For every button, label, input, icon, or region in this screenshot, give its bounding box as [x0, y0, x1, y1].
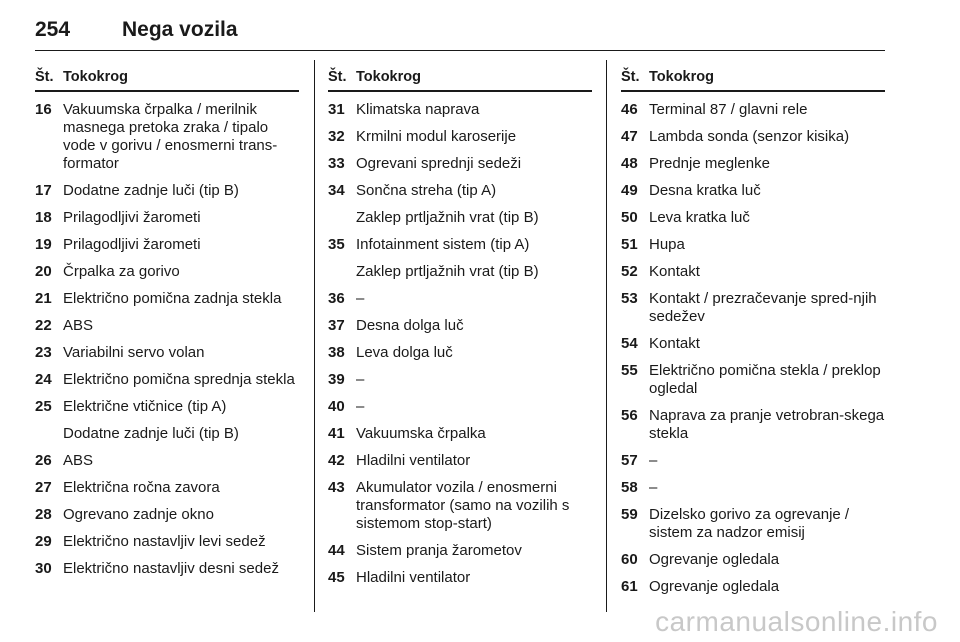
fuse-number: 35 — [328, 236, 345, 253]
circuit-name: Hladilni ventilator — [356, 569, 471, 586]
circuit-name: – — [356, 398, 365, 415]
header-circuit: Tokokrog — [649, 69, 714, 85]
circuit-name: Električna ročna zavora — [63, 479, 220, 496]
fuse-list — [35, 101, 299, 578]
header-circuit: Tokokrog — [63, 69, 128, 85]
table-row — [35, 317, 299, 335]
circuit-name-alt: Zaklep prtljažnih vrat (tip B) — [356, 263, 539, 280]
fuse-table-column-3 — [621, 66, 885, 605]
table-row — [328, 569, 592, 587]
fuse-number: 43 — [328, 479, 345, 496]
fuse-number: 27 — [35, 479, 52, 496]
circuit-name: – — [356, 290, 365, 307]
table-row — [35, 344, 299, 362]
table-row — [328, 101, 592, 119]
table-row — [328, 479, 592, 533]
circuit-name: – — [356, 371, 365, 388]
page-number: 254 — [35, 18, 71, 41]
table-row — [35, 371, 299, 389]
circuit-name: Desna kratka luč — [649, 182, 761, 199]
circuit-name: Terminal 87 / glavni rele — [649, 101, 808, 118]
table-row — [621, 452, 885, 470]
circuit-name: Ogrevanje ogledala — [649, 551, 780, 568]
fuse-number: 41 — [328, 425, 345, 442]
table-row — [621, 182, 885, 200]
fuse-number: 47 — [621, 128, 638, 145]
table-row — [328, 542, 592, 560]
fuse-number: 44 — [328, 542, 345, 559]
table-row — [35, 290, 299, 308]
fuse-list — [328, 101, 592, 587]
table-row — [35, 533, 299, 551]
circuit-name: – — [649, 452, 658, 469]
circuit-name: Prilagodljivi žarometi — [63, 209, 201, 226]
circuit-name: Krmilni modul karoserije — [356, 128, 517, 145]
watermark: carmanualsonline.info — [655, 606, 938, 637]
fuse-number: 22 — [35, 317, 52, 334]
fuse-number: 17 — [35, 182, 52, 199]
circuit-name: Dizelsko gorivo za ogrevanje / sistem za nadzor emisij — [649, 506, 850, 541]
table-row — [621, 209, 885, 227]
fuse-number: 54 — [621, 335, 638, 352]
circuit-name: Ogrevani sprednji sedeži — [356, 155, 522, 172]
table-row — [328, 398, 592, 416]
circuit-name: Lambda sonda (senzor kisika) — [649, 128, 850, 145]
circuit-name: Klimatska naprava — [356, 101, 480, 118]
circuit-name: Kontakt — [649, 263, 700, 280]
circuit-name: – — [649, 479, 658, 496]
header-number: Št. — [328, 69, 347, 85]
column-header — [35, 66, 299, 92]
table-row — [35, 101, 299, 173]
fuse-number: 48 — [621, 155, 638, 172]
fuse-number: 26 — [35, 452, 52, 469]
table-row — [328, 452, 592, 470]
table-row — [621, 479, 885, 497]
fuse-list — [621, 101, 885, 596]
table-row — [35, 479, 299, 497]
circuit-name: Prilagodljivi žarometi — [63, 236, 201, 253]
fuse-number: 30 — [35, 560, 52, 577]
circuit-name: Hladilni ventilator — [356, 452, 471, 469]
circuit-name: Vakuumska črpalka / merilnik masnega pretoka zraka / tipalo vode v gorivu / enosmerni trans-formator — [63, 101, 278, 172]
fuse-number: 21 — [35, 290, 52, 307]
circuit-name: Kontakt — [649, 335, 700, 352]
fuse-number: 31 — [328, 101, 345, 118]
circuit-name: Črpalka za gorivo — [63, 263, 180, 280]
table-row — [35, 506, 299, 524]
fuse-number: 32 — [328, 128, 345, 145]
fuse-table-column-2 — [328, 66, 592, 596]
fuse-number: 61 — [621, 578, 638, 595]
circuit-name-alt: Zaklep prtljažnih vrat (tip B) — [356, 209, 539, 226]
circuit-name: Električne vtičnice (tip A) — [63, 398, 227, 415]
fuse-number: 37 — [328, 317, 345, 334]
fuse-number: 50 — [621, 209, 638, 226]
circuit-name: Električno pomična sprednja stekla — [63, 371, 295, 388]
table-row — [35, 560, 299, 578]
fuse-number: 51 — [621, 236, 638, 253]
table-row — [621, 335, 885, 353]
table-row — [621, 578, 885, 596]
table-row — [328, 128, 592, 146]
fuse-number: 24 — [35, 371, 52, 388]
circuit-name: Naprava za pranje vetrobran-skega stekla — [649, 407, 885, 442]
circuit-name: Leva kratka luč — [649, 209, 750, 226]
table-row — [35, 398, 299, 443]
fuse-number: 58 — [621, 479, 638, 496]
table-row — [621, 407, 885, 443]
fuse-number: 16 — [35, 101, 52, 118]
circuit-name: Sistem pranja žarometov — [356, 542, 522, 559]
fuse-number: 49 — [621, 182, 638, 199]
table-row — [621, 155, 885, 173]
fuse-number: 39 — [328, 371, 345, 388]
table-row — [621, 506, 885, 542]
fuse-number: 42 — [328, 452, 345, 469]
page-header — [35, 10, 885, 51]
table-row — [328, 182, 592, 227]
fuse-table-column-1 — [35, 66, 299, 587]
fuse-number: 20 — [35, 263, 52, 280]
table-row — [35, 236, 299, 254]
circuit-name: Električno pomična zadnja stekla — [63, 290, 282, 307]
fuse-number: 36 — [328, 290, 345, 307]
fuse-number: 19 — [35, 236, 52, 253]
table-row — [328, 425, 592, 443]
fuse-number: 33 — [328, 155, 345, 172]
header-circuit: Tokokrog — [356, 69, 421, 85]
circuit-name: Električno nastavljiv levi sedež — [63, 533, 266, 550]
circuit-name: Električno pomična stekla / preklop ogledal — [649, 362, 881, 397]
column-header — [328, 66, 592, 92]
fuse-number: 52 — [621, 263, 638, 280]
fuse-number: 38 — [328, 344, 345, 361]
fuse-number: 46 — [621, 101, 638, 118]
circuit-name: Dodatne zadnje luči (tip B) — [63, 182, 239, 199]
circuit-name: Akumulator vozila / enosmerni transformator (samo na vozilih s sistemom stop-start) — [356, 479, 570, 532]
table-row — [35, 263, 299, 281]
table-row — [328, 290, 592, 308]
table-row — [328, 317, 592, 335]
header-number: Št. — [35, 69, 54, 85]
circuit-name: Hupa — [649, 236, 685, 253]
fuse-number: 53 — [621, 290, 638, 307]
circuit-name: Vakuumska črpalka — [356, 425, 486, 442]
table-row — [621, 101, 885, 119]
fuse-number: 57 — [621, 452, 638, 469]
table-row — [621, 551, 885, 569]
table-row — [621, 290, 885, 326]
fuse-number: 56 — [621, 407, 638, 424]
column-divider — [314, 60, 315, 612]
table-row — [328, 371, 592, 389]
page-title: Nega vozila — [122, 18, 238, 41]
table-row — [621, 128, 885, 146]
fuse-number: 18 — [35, 209, 52, 226]
circuit-name: Ogrevano zadnje okno — [63, 506, 214, 523]
fuse-number: 45 — [328, 569, 345, 586]
fuse-number: 40 — [328, 398, 345, 415]
circuit-name: ABS — [63, 452, 94, 469]
fuse-number: 29 — [35, 533, 52, 550]
fuse-number: 28 — [35, 506, 52, 523]
fuse-number: 23 — [35, 344, 52, 361]
circuit-name: Prednje meglenke — [649, 155, 770, 172]
circuit-name-alt: Dodatne zadnje luči (tip B) — [63, 425, 239, 442]
fuse-number: 59 — [621, 506, 638, 523]
circuit-name: Desna dolga luč — [356, 317, 464, 334]
table-row — [621, 362, 885, 398]
table-row — [328, 344, 592, 362]
table-row — [35, 452, 299, 470]
fuse-number: 55 — [621, 362, 638, 379]
fuse-number: 25 — [35, 398, 52, 415]
table-row — [328, 155, 592, 173]
circuit-name: ABS — [63, 317, 94, 334]
header-number: Št. — [621, 69, 640, 85]
table-row — [35, 209, 299, 227]
circuit-name: Infotainment sistem (tip A) — [356, 236, 530, 253]
column-header — [621, 66, 885, 92]
circuit-name: Leva dolga luč — [356, 344, 453, 361]
fuse-number: 60 — [621, 551, 638, 568]
column-divider — [606, 60, 607, 612]
circuit-name: Električno nastavljiv desni sedež — [63, 560, 279, 577]
fuse-number: 34 — [328, 182, 345, 199]
circuit-name: Kontakt / prezračevanje spred-njih sedežev — [649, 290, 877, 325]
table-row — [35, 182, 299, 200]
table-row — [621, 263, 885, 281]
circuit-name: Sončna streha (tip A) — [356, 182, 497, 199]
table-row — [621, 236, 885, 254]
table-row — [328, 236, 592, 281]
circuit-name: Variabilni servo volan — [63, 344, 205, 361]
circuit-name: Ogrevanje ogledala — [649, 578, 780, 595]
